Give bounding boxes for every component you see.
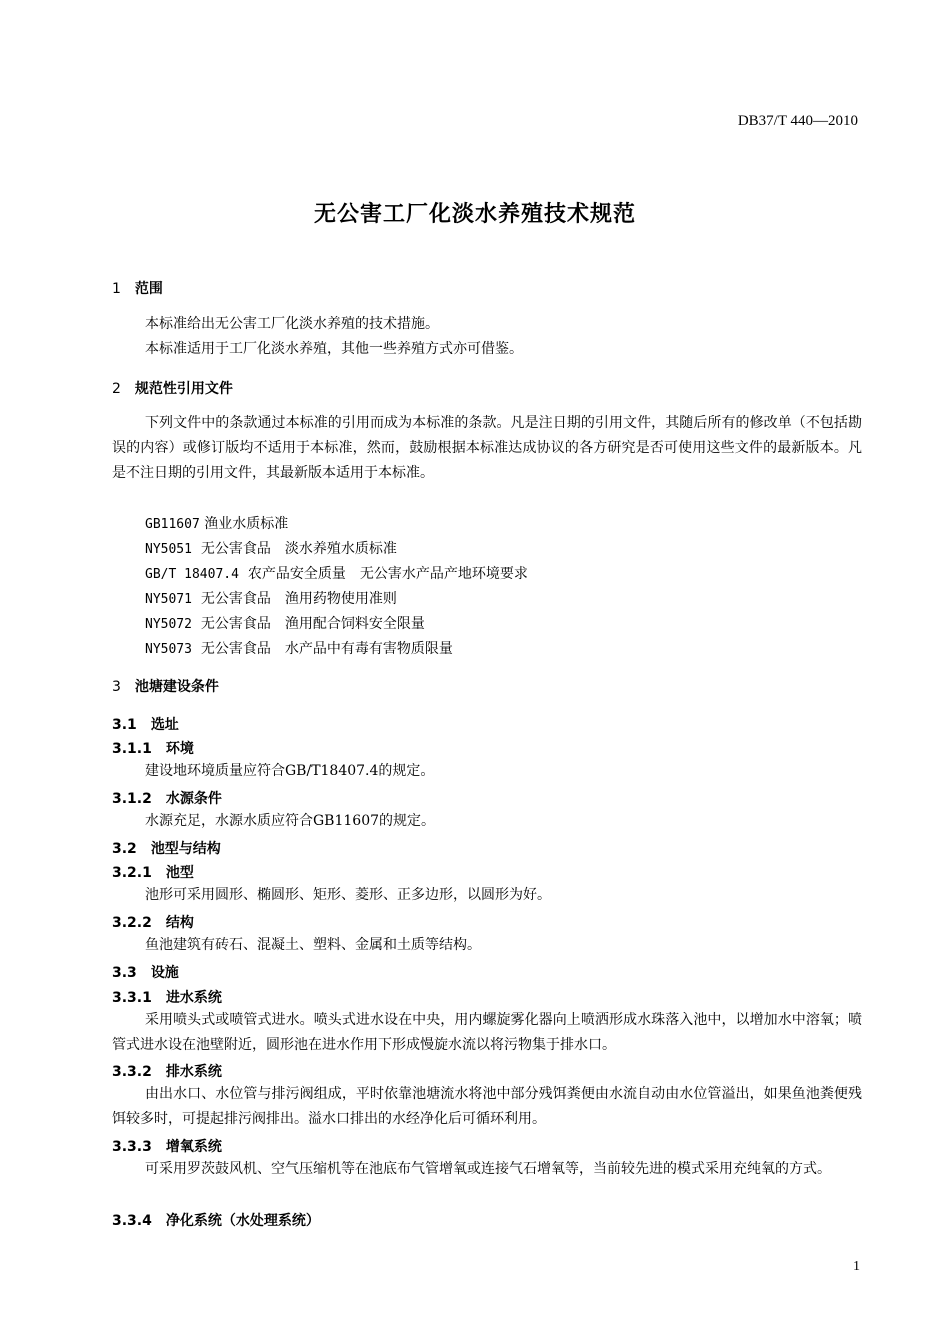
section-heading (112, 677, 862, 697)
section-3-3-2 (112, 1062, 862, 1132)
section-3-3-1 (112, 988, 862, 1058)
section-3-3-4 (112, 1211, 862, 1231)
section-number: 3.2.2 (112, 915, 152, 931)
section-3-1-2 (112, 789, 862, 834)
section-3-2-1 (112, 863, 862, 908)
paragraph: 本标准给出无公害工厂化淡水养殖的技术措施。 (145, 316, 439, 332)
section-1-body (112, 312, 862, 362)
clause-heading (112, 1211, 862, 1231)
section-title: 水源条件 (165, 791, 222, 807)
paragraph: 下列文件中的条款通过本标准的引用而成为本标准的条款。凡是注日期的引用文件，其随后所有的修改单（不包括勘误的内容）或修订版均不适用于本标准，然而，鼓励根据本标准达成协议的各方研究是否可使用这些文件的最新版本。凡是不注日期的引用文件，其最新版本适用于本标准。 (112, 415, 862, 481)
section-number: 3.3.4 (112, 1213, 152, 1229)
section-2-body (112, 411, 862, 486)
section-3 (112, 677, 862, 697)
section-number: 3.2 (112, 841, 137, 857)
section-title: 池型 (165, 865, 194, 881)
reference-item (112, 612, 862, 637)
section-title: 进水系统 (165, 990, 222, 1006)
paragraph: 水源充足，水源水质应符合GB11607的规定。 (145, 813, 436, 829)
paragraph: 鱼池建筑有砖石、混凝土、塑料、金属和土质等结构。 (145, 937, 481, 953)
section-number: 3 (112, 679, 121, 695)
paragraph: 本标准适用于工厂化淡水养殖，其他一些养殖方式亦可借鉴。 (145, 341, 523, 357)
subsection-heading (112, 715, 862, 735)
subsection-heading (112, 963, 862, 983)
section-number: 3.3.1 (112, 990, 152, 1006)
clause-heading (112, 988, 862, 1008)
section-number: 3.3 (112, 965, 137, 981)
reference-code: NY5073 (145, 642, 192, 657)
section-number: 3.3.3 (112, 1139, 152, 1155)
section-3-3-3 (112, 1137, 862, 1182)
reference-list (112, 512, 862, 662)
reference-item (112, 537, 862, 562)
section-1 (112, 279, 862, 299)
section-title: 增氧系统 (165, 1139, 222, 1155)
reference-code: GB/T 18407.4 (145, 567, 239, 582)
clause-heading (112, 1062, 862, 1082)
reference-title: 无公害食品 渔用配合饲料安全限量 (200, 616, 425, 632)
section-number: 1 (112, 281, 121, 297)
section-number: 3.3.2 (112, 1064, 152, 1080)
section-title: 池型与结构 (150, 841, 221, 857)
clause-heading (112, 1137, 862, 1157)
reference-item (112, 512, 862, 537)
section-title: 结构 (165, 915, 194, 931)
section-title: 池塘建设条件 (134, 679, 219, 695)
reference-code: NY5051 (145, 542, 192, 557)
clause-heading (112, 789, 862, 809)
section-3-2-2 (112, 913, 862, 958)
section-heading (112, 279, 862, 299)
section-number: 2 (112, 381, 121, 397)
page-number: 1 (853, 1259, 860, 1274)
reference-code: NY5071 (145, 592, 192, 607)
section-title: 范围 (134, 281, 163, 297)
reference-code: GB11607 (145, 517, 200, 532)
standard-code: DB37/T 440—2010 (737, 113, 858, 129)
reference-item (112, 637, 862, 662)
section-2 (112, 379, 862, 399)
section-title: 选址 (150, 717, 179, 733)
reference-item (112, 562, 862, 587)
paragraph: 建设地环境质量应符合GB/T18407.4的规定。 (145, 763, 435, 779)
paragraph: 采用喷头式或喷管式进水。喷头式进水设在中央，用内螺旋雾化器向上喷洒形成水珠落入池中，以增加水中溶氧；喷管式进水设在池壁附近，圆形池在进水作用下形成慢旋水流以将污物集于排水口。 (112, 1012, 862, 1053)
paragraph: 池形可采用圆形、椭圆形、矩形、菱形、正多边形，以圆形为好。 (145, 887, 551, 903)
section-number: 3.1 (112, 717, 137, 733)
reference-title: 无公害食品 淡水养殖水质标准 (200, 541, 397, 557)
subsection-heading (112, 839, 862, 859)
section-number: 3.1.1 (112, 741, 152, 757)
clause-heading (112, 913, 862, 933)
clause-heading (112, 739, 862, 759)
document-title: 无公害工厂化淡水养殖技术规范 (313, 202, 636, 227)
section-title: 设施 (150, 965, 179, 981)
reference-title: 渔业水质标准 (204, 516, 289, 532)
section-3-1-1 (112, 739, 862, 784)
reference-code: NY5072 (145, 617, 192, 632)
clause-heading (112, 863, 862, 883)
reference-title: 无公害食品 渔用药物使用准则 (200, 591, 397, 607)
paragraph: 由出水口、水位管与排污阀组成，平时依靠池塘流水将池中部分残饵粪便由水流自动由水位管溢出，如果鱼池粪便残饵较多时，可提起排污阀排出。溢水口排出的水经净化后可循环利用。 (112, 1086, 862, 1127)
section-3-2 (112, 839, 862, 859)
reference-title: 农产品安全质量 无公害水产品产地环境要求 (247, 566, 528, 582)
section-title: 排水系统 (165, 1064, 222, 1080)
section-3-1 (112, 715, 862, 735)
reference-title: 无公害食品 水产品中有毒有害物质限量 (200, 641, 453, 657)
section-number: 3.2.1 (112, 865, 152, 881)
section-title: 环境 (165, 741, 194, 757)
section-title: 净化系统（水处理系统） (165, 1213, 320, 1229)
section-title: 规范性引用文件 (134, 381, 233, 397)
section-3-3 (112, 963, 862, 983)
section-heading (112, 379, 862, 399)
reference-item (112, 587, 862, 612)
section-number: 3.1.2 (112, 791, 152, 807)
paragraph: 可采用罗茨鼓风机、空气压缩机等在池底布气管增氧或连接气石增氧等，当前较先进的模式采用充纯氧的方式。 (145, 1161, 831, 1177)
